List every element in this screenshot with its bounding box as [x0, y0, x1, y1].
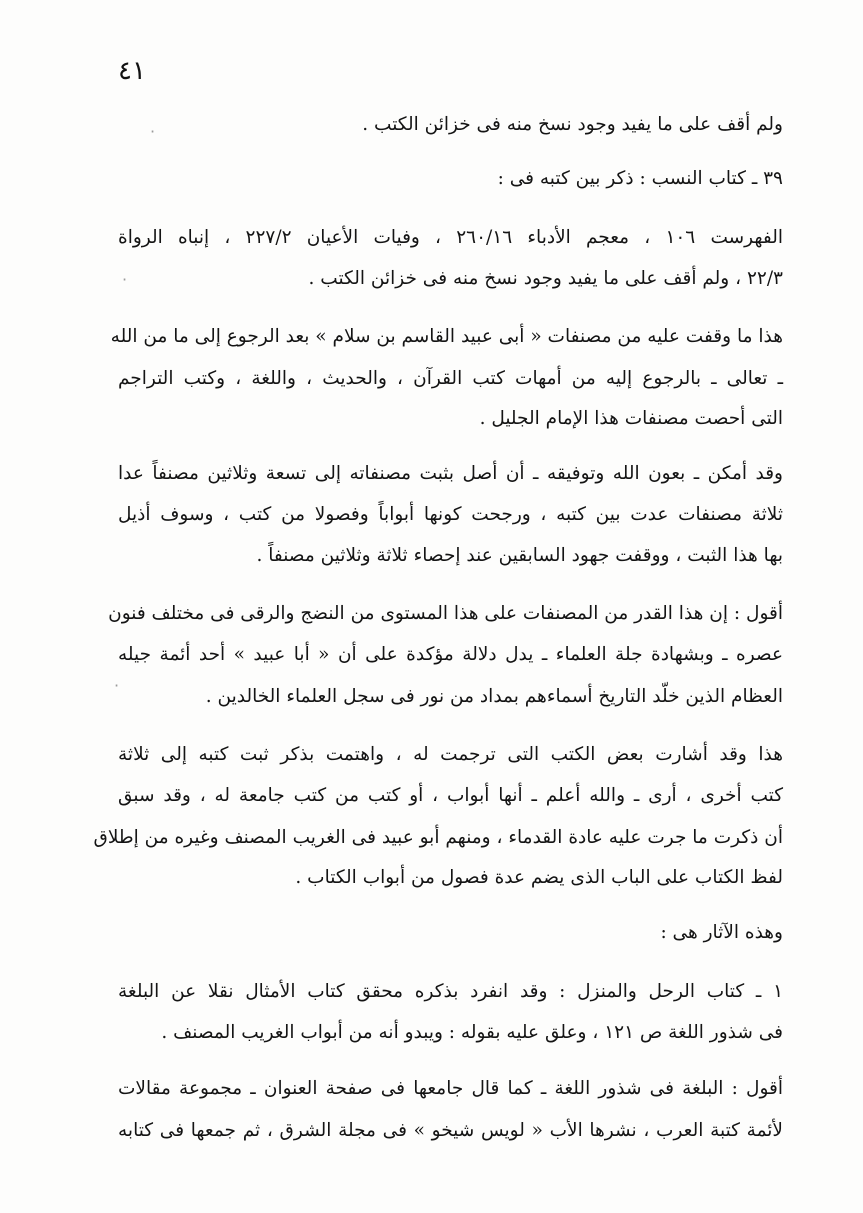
- text-line: بها هذا الثبت ، ووقفت جهود السابقين عند إحصاء ثلاثة وثلاثين مصنفاً .: [256, 545, 783, 566]
- text-line: ١ ـ كتاب الرحل والمنزل : وقد انفرد بذكره محقق كتاب الأمثال نقلا عن البلغة: [118, 981, 783, 1002]
- text-line: عصره ـ وبشهادة جلة العلماء ـ يدل دلالة مؤكدة على أن « أبا عبيد » أحد أئمة جيله: [118, 644, 783, 665]
- text-line: أن ذكرت ما جرت عليه عادة القدماء ، ومنهم أبو عبيد فى الغريب المصنف وغيره من إطلاق: [93, 827, 783, 848]
- text-line: أقول : إن هذا القدر من المصنفات على هذا المستوى من النضج والرقى فى مختلف فنون: [108, 603, 783, 624]
- text-line: الفهرست ١٠٦ ، معجم الأدباء ٢٦٠/١٦ ، وفيات الأعيان ٢٢٧/٢ ، إنباه الرواة: [118, 227, 783, 248]
- scan-speck: ·: [114, 676, 120, 695]
- text-line: هذا وقد أشارت بعض الكتب التى ترجمت له ، واهتمت بذكر ثبت كتبه إلى ثلاثة: [118, 744, 783, 765]
- text-line: كتب أخرى ، أرى ـ والله أعلم ـ أنها أبواب ، أو كتب من كتب جامعة له ، وقد سبق: [118, 785, 783, 806]
- text-line: ـ تعالى ـ بالرجوع إليه من أمهات كتب القرآن ، والحديث ، واللغة ، وكتب التراجم: [118, 368, 783, 389]
- text-line: ولم أقف على ما يفيد وجود نسخ منه فى خزائن الكتب .: [362, 114, 783, 135]
- text-line: لفظ الكتاب على الباب الذى يضم عدة فصول من أبواب الكتاب .: [295, 867, 783, 888]
- text-line: العظام الذين خلّد التاريخ أسماءهم بمداد من نور فى سجل العلماء الخالدين .: [205, 686, 783, 707]
- section-heading: ٣٩ ـ كتاب النسب : ذكر بين كتبه فى :: [497, 168, 783, 189]
- text-line: وقد أمكن ـ بعون الله وتوفيقه ـ أن أصل بثبت مصنفاته إلى تسعة وثلاثين مصنفاً عدا: [118, 463, 783, 484]
- text-line: فى شذور اللغة ص ١٢١ ، وعلق عليه بقوله : ويبدو أنه من أبواب الغريب المصنف .: [161, 1022, 783, 1043]
- text-line: أقول : البلغة فى شذور اللغة ـ كما قال جامعها فى صفحة العنوان ـ مجموعة مقالات: [118, 1078, 783, 1099]
- text-line: التى أحصت مصنفات هذا الإمام الجليل .: [479, 408, 783, 429]
- page-number: ٤١: [118, 56, 146, 86]
- text-line: ثلاثة مصنفات عدت بين كتبه ، ورجحت كونها أبواباً وفصولا من كتب ، وسوف أذيل: [118, 504, 783, 525]
- text-line: وهذه الآثار هى :: [660, 922, 783, 943]
- text-line: هذا ما وقفت عليه من مصنفات « أبى عبيد القاسم بن سلام » بعد الرجوع إلى ما من الله: [110, 326, 783, 347]
- scan-speck: ·: [150, 122, 156, 141]
- text-line: ٢٢/٣ ، ولم أقف على ما يفيد وجود نسخ منه فى خزائن الكتب .: [308, 268, 783, 289]
- text-line: لأئمة كتبة العرب ، نشرها الأب « لويس شيخو » فى مجلة الشرق ، ثم جمعها فى كتابه: [118, 1120, 783, 1141]
- scan-speck: ·: [122, 270, 128, 289]
